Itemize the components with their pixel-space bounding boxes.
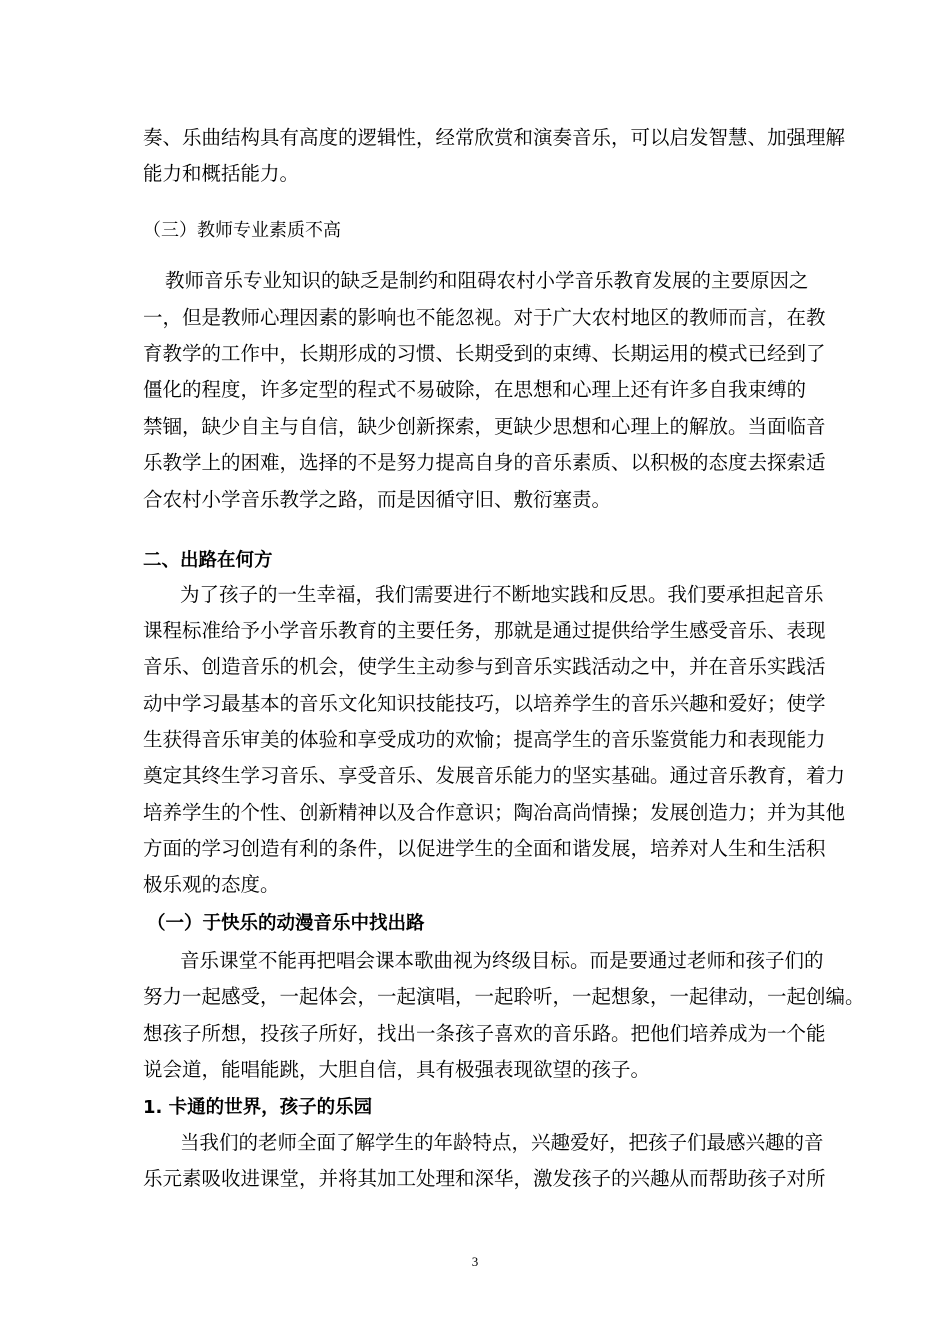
section-heading: 二、出路在何方 (143, 550, 273, 571)
heading-text: 卡通的世界，孩子的乐园 (168, 1097, 373, 1118)
subsection-heading: （一）于快乐的动漫音乐中找出路 (147, 913, 425, 934)
body-text-line: 教师音乐专业知识的缺乏是制约和阻碍农村小学音乐教育发展的主要原因之 (165, 269, 809, 292)
body-text-line: 禁锢，缺少自主与自信，缺少创新探索，更缺少思想和心理上的解放。当面临音 (143, 415, 826, 438)
body-text-line: 合农村小学音乐教学之路，而是因循守旧、敷衍塞责。 (143, 488, 612, 511)
body-text-line: 僵化的程度，许多定型的程式不易破除，在思想和心理上还有许多自我束缚的 (143, 378, 807, 401)
body-text-line: 奠定其终生学习音乐、享受音乐、发展音乐能力的坚实基础。通过音乐教育，着力 (143, 764, 846, 787)
section-heading: （三）教师专业素质不高 (143, 220, 341, 241)
body-text-line: 动中学习最基本的音乐文化知识技能技巧，以培养学生的音乐兴趣和爱好；使学 (143, 692, 826, 715)
body-text-line: 方面的学习创造有利的条件，以促进学生的全面和谐发展，培养对人生和生活积 (143, 837, 826, 860)
body-text-line: 生获得音乐审美的体验和享受成功的欢愉；提高学生的音乐鉴赏能力和表现能力 (143, 728, 826, 751)
body-text-line: 当我们的老师全面了解学生的年龄特点，兴趣爱好，把孩子们最感兴趣的音 (180, 1131, 824, 1154)
body-text-line: 想孩子所想，投孩子所好，找出一条孩子喜欢的音乐路。把他们培养成为一个能 (143, 1022, 826, 1045)
body-text-line: 说会道，能唱能跳，大胆自信，具有极强表现欲望的孩子。 (143, 1058, 651, 1081)
body-text-line: 为了孩子的一生幸福，我们需要进行不断地实践和反思。我们要承担起音乐 (180, 583, 824, 606)
body-text-line: 一，但是教师心理因素的影响也不能忽视。对于广大农村地区的教师而言，在教 (143, 306, 826, 329)
body-text-line: 努力一起感受，一起体会，一起演唱，一起聆听，一起想象，一起律动，一起创编。 (143, 985, 865, 1008)
subsubsection-heading (143, 1095, 808, 1119)
body-text-line: 音乐、创造音乐的机会，使学生主动参与到音乐实践活动之中，并在音乐实践活 (143, 655, 826, 678)
body-text-line: 能力和概括能力。 (143, 162, 300, 185)
body-text-line: 奏、乐曲结构具有高度的逻辑性，经常欣赏和演奏音乐，可以启发智慧、加强理解 (143, 126, 846, 149)
body-text-line: 培养学生的个性、创新精神以及合作意识；陶冶高尚情操；发展创造力；并为其他 (143, 801, 846, 824)
body-text-line: 乐教学上的困难，选择的不是努力提高自身的音乐素质、以积极的态度去探索适 (143, 451, 826, 474)
body-text-line: 课程标准给予小学音乐教育的主要任务，那就是通过提供给学生感受音乐、表现 (143, 619, 826, 642)
body-text-line: 乐元素吸收进课堂，并将其加工处理和深华，激发孩子的兴趣从而帮助孩子对所 (143, 1167, 826, 1190)
heading-number: 1. (143, 1097, 163, 1118)
page-number: 3 (471, 1254, 479, 1269)
body-text-line: 极乐观的态度。 (143, 873, 280, 896)
body-text-line: 育教学的工作中，长期形成的习惯、长期受到的束缚、长期运用的模式已经到了 (143, 342, 826, 365)
body-text-line: 音乐课堂不能再把唱会课本歌曲视为终级目标。而是要通过老师和孩子们的 (180, 949, 824, 972)
